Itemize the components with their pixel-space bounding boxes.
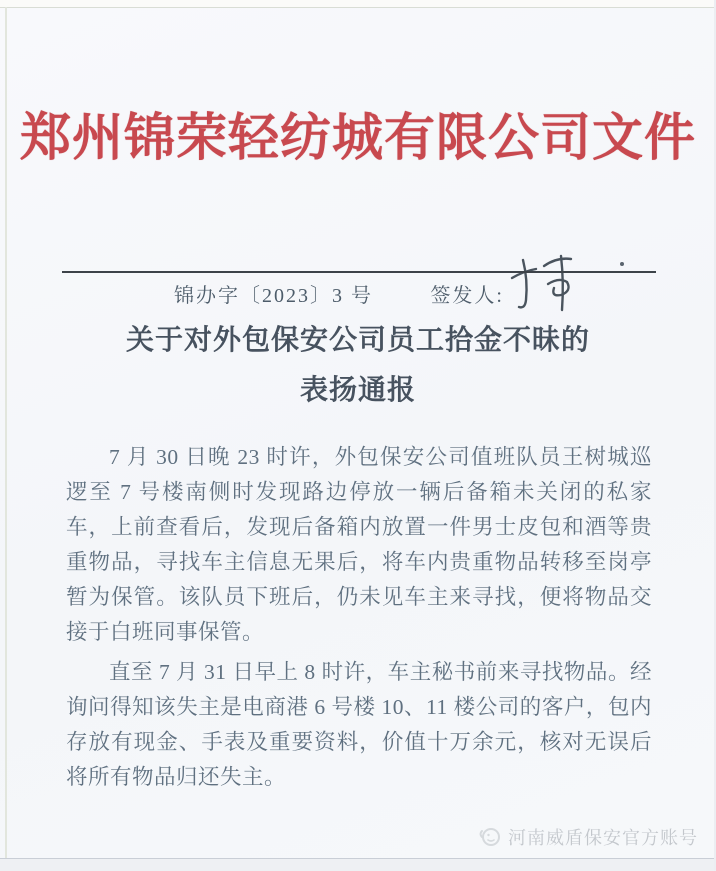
document-number: 锦办字〔2023〕3 号 <box>174 285 373 307</box>
issuer-signature-icon <box>506 250 598 322</box>
issuer-label: 签发人: <box>430 285 504 307</box>
body-paragraph: 直至 7 月 31 日早上 8 时许，车主秘书前来寻找物品。经询问得知该失主是电商港 6 号楼 10、11 楼公司的客户，包内存放有现金、手表及重要资料，价值十万余元，核对无误后将所有物品归还失主。 <box>66 660 652 789</box>
notice-body <box>66 440 652 800</box>
notice-title-line2: 表扬通报 <box>299 375 416 406</box>
notice-title <box>0 316 716 416</box>
account-logo-icon <box>478 825 502 849</box>
paper-edge-top <box>0 0 716 8</box>
ink-dot <box>620 262 624 266</box>
company-header-title: 郑州锦荣轻纺城有限公司文件 <box>19 111 696 167</box>
body-paragraph: 7 月 30 日晚 23 时许，外包保安公司值班队员王树城巡逻至 7 号楼南侧时发现路边停放一辆后备箱未关闭的私家车，上前查看后，发现后备箱内放置一件男士皮包和酒等贵重物品，寻找车主信息无果后，将车内贵重物品转移至岗亭暂为保管。该队员下班后，仍未见车主来寻找，便将物品交接于白班同事保管。 <box>66 445 652 644</box>
watermark-label: 河南威盾保安官方账号 <box>508 828 698 848</box>
notice-title-line1: 关于对外包保安公司员工拾金不昧的 <box>125 325 590 356</box>
divider-line <box>62 271 656 273</box>
paper-edge-bottom <box>0 858 716 871</box>
account-watermark <box>478 824 698 850</box>
